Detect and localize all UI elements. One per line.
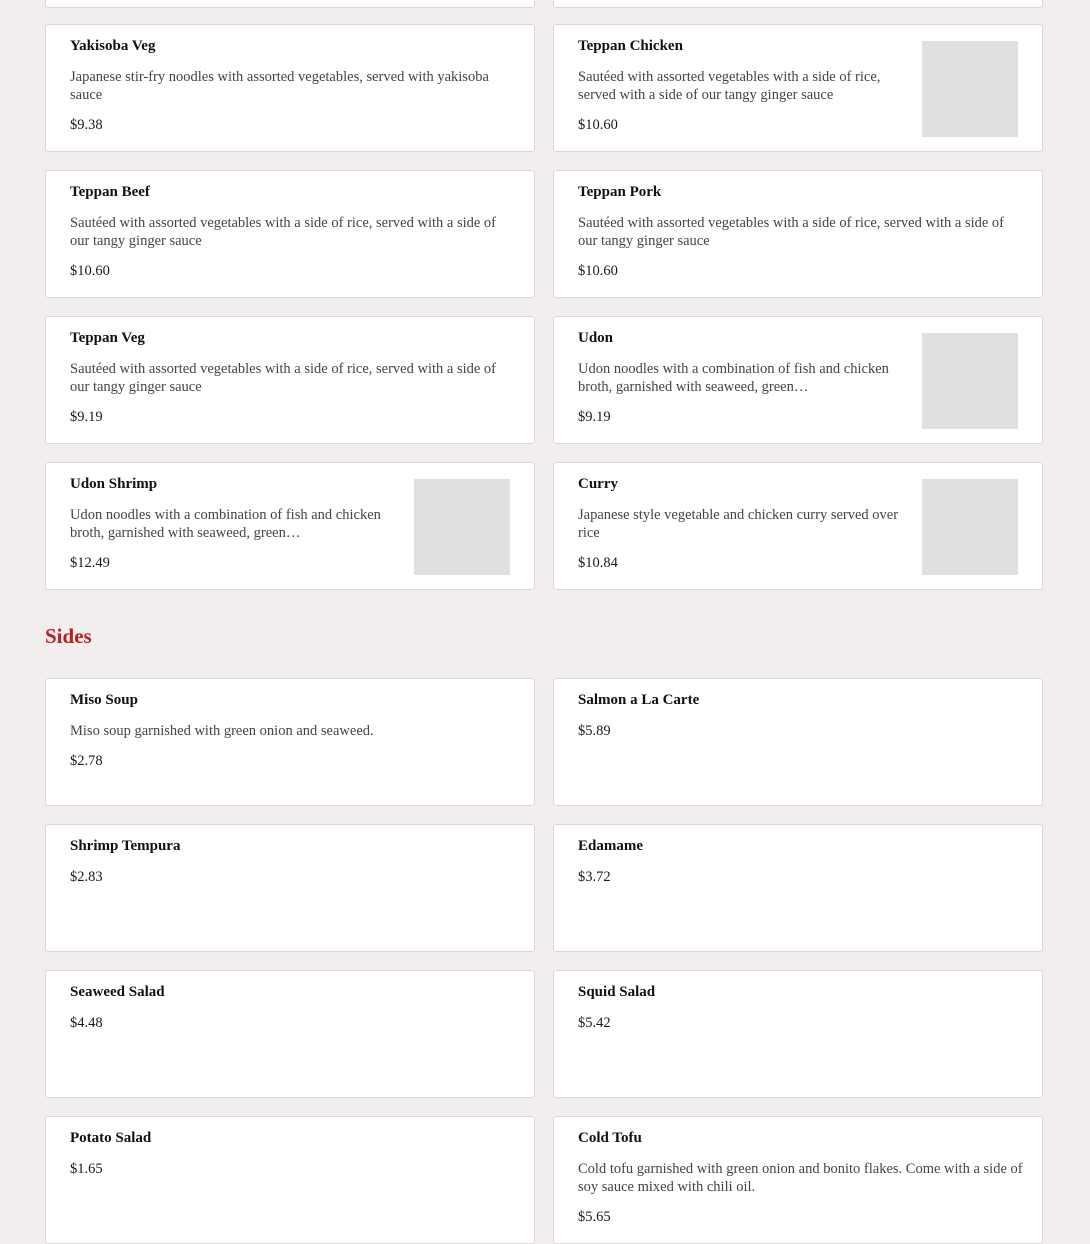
menu-item-card[interactable] [45,316,535,444]
item-name: Teppan Chicken [578,38,683,54]
item-price: $10.84 [578,555,618,571]
item-description: Udon noodles with a combination of fish and chicken broth, garnished with seaweed, green… [70,507,381,541]
item-price: $2.83 [70,869,103,885]
item-price: $9.38 [70,117,103,133]
item-price: $4.48 [70,1015,103,1031]
menu-item-card-partial[interactable] [553,0,1043,8]
item-name: Shrimp Tempura [70,838,181,854]
item-name: Potato Salad [70,1130,152,1146]
menu-item-card[interactable] [45,824,535,952]
item-name: Edamame [578,838,643,854]
menu-item-card[interactable] [45,170,535,298]
menu-item-card[interactable] [553,1116,1043,1244]
item-name: Teppan Beef [70,184,150,200]
menu-item-card[interactable] [45,970,535,1098]
section-title-sides: Sides [45,624,92,648]
item-price: $5.42 [578,1015,611,1031]
item-name: Miso Soup [70,692,138,708]
item-price: $2.78 [70,753,103,769]
item-name: Yakisoba Veg [70,38,156,54]
item-price: $12.49 [70,555,110,571]
item-description: Sautéed with assorted vegetables with a side of rice, served with a side of our tangy ginger sauce [578,69,881,103]
item-name: Udon Shrimp [70,476,158,492]
item-price: $5.89 [578,723,611,739]
item-price: $10.60 [578,263,618,279]
item-description: Sautéed with assorted vegetables with a side of rice, served with a side of our tangy ginger sauce [578,215,1005,249]
item-price: $10.60 [70,263,110,279]
item-image-placeholder [922,333,1018,429]
item-name: Teppan Pork [578,184,662,200]
menu-item-card[interactable] [45,24,535,152]
menu-item-card[interactable] [45,678,535,806]
item-name: Cold Tofu [578,1130,642,1146]
menu-item-card[interactable] [553,24,1043,152]
item-price: $9.19 [578,409,611,425]
menu-item-card[interactable] [553,824,1043,952]
menu-item-card[interactable] [553,678,1043,806]
item-price: $1.65 [70,1161,103,1177]
item-price: $3.72 [578,869,611,885]
item-name: Salmon a La Carte [578,692,700,708]
menu-item-card[interactable] [45,462,535,590]
item-name: Teppan Veg [70,330,145,346]
item-description: Sautéed with assorted vegetables with a side of rice, served with a side of our tangy ginger sauce [70,215,497,249]
item-description: Cold tofu garnished with green onion and bonito flakes. Come with a side of soy sauce mixed with chili oil. [578,1161,1023,1195]
item-image-placeholder [922,479,1018,575]
item-description: Sautéed with assorted vegetables with a side of rice, served with a side of our tangy ginger sauce [70,361,497,395]
item-description: Udon noodles with a combination of fish and chicken broth, garnished with seaweed, green… [578,361,889,395]
item-image-placeholder [922,41,1018,137]
menu-item-card-partial[interactable] [45,0,535,8]
item-name: Squid Salad [578,984,656,1000]
menu-item-card[interactable] [45,1116,535,1244]
menu-item-card[interactable] [553,170,1043,298]
menu-item-card[interactable] [553,462,1043,590]
item-price: $9.19 [70,409,103,425]
item-description: Japanese stir-fry noodles with assorted vegetables, served with yakisoba sauce [70,69,489,103]
menu-item-card[interactable] [553,316,1043,444]
item-name: Udon [578,330,614,346]
item-description: Japanese style vegetable and chicken curry served over rice [578,507,899,541]
item-price: $10.60 [578,117,618,133]
item-name: Curry [578,476,618,492]
item-description: Miso soup garnished with green onion and seaweed. [70,723,374,739]
item-image-placeholder [414,479,510,575]
item-price: $5.65 [578,1209,611,1225]
menu-item-card[interactable] [553,970,1043,1098]
item-name: Seaweed Salad [70,984,165,1000]
